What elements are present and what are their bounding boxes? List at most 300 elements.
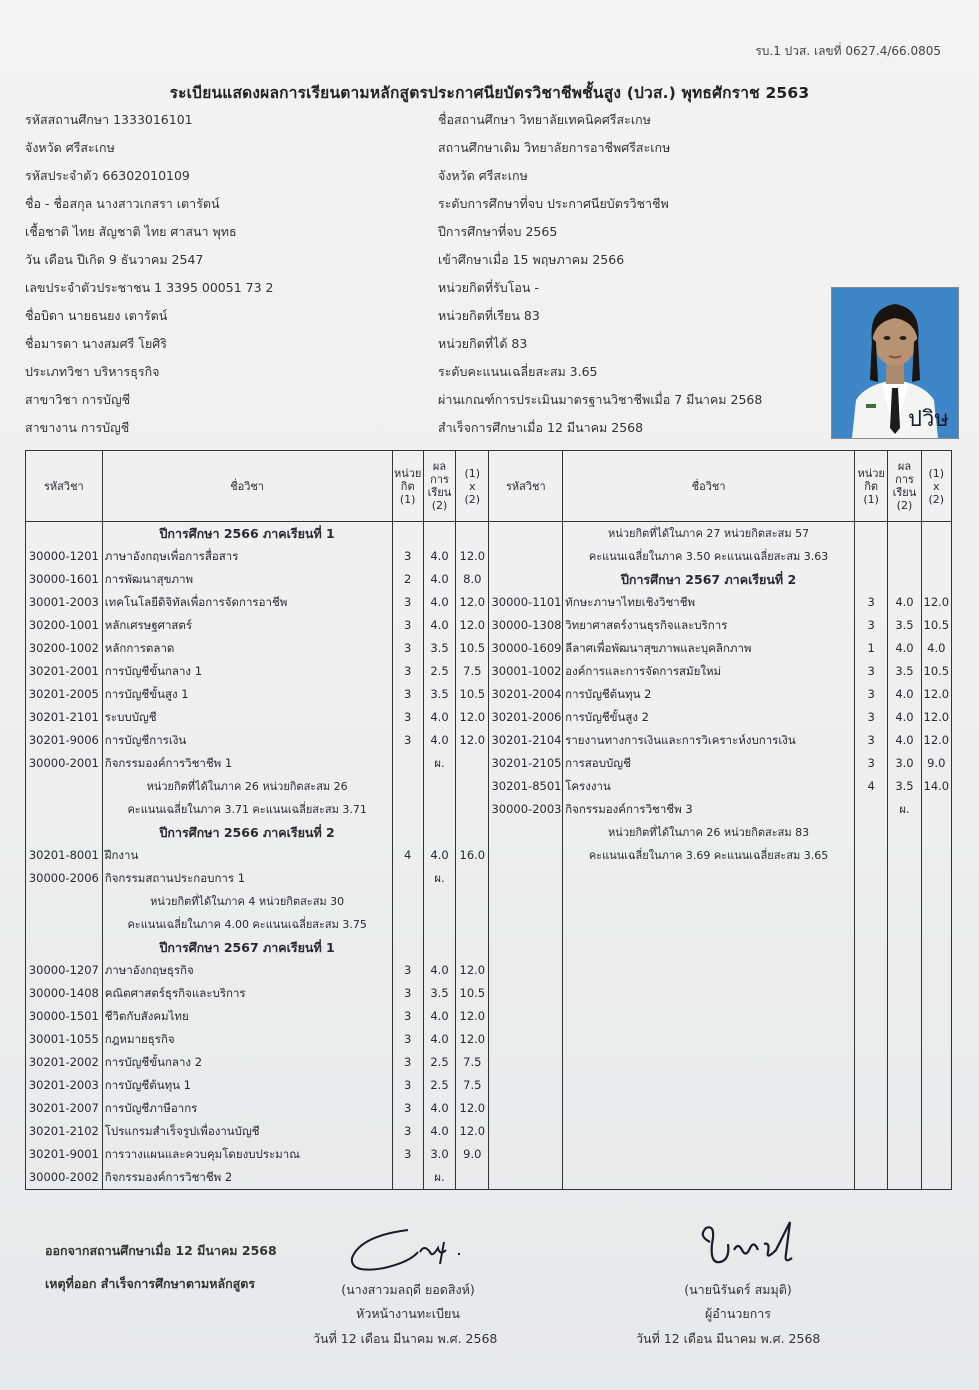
semester-summary: หน่วยกิตที่ได้ในภาค 26 หน่วยกิตสะสม 26: [102, 775, 392, 798]
empty-cell: [392, 890, 423, 913]
course-credit: [392, 752, 423, 775]
header-code-right: รหัสวิชา: [489, 451, 563, 522]
course-name: วิทยาศาสตร์งานธุรกิจและบริการ: [563, 614, 855, 637]
empty-cell: [456, 913, 489, 936]
student-portrait-image: [832, 288, 958, 438]
empty-cell: [888, 959, 921, 982]
empty-cell: [921, 890, 951, 913]
empty-cell: [489, 867, 563, 890]
empty-cell: [563, 959, 855, 982]
table-row: [26, 591, 952, 614]
empty-cell: [888, 982, 921, 1005]
course-name: การบัญชีขั้นสูง 2: [563, 706, 855, 729]
course-points: 7.5: [456, 1074, 489, 1097]
course-name: การบัญชีต้นทุน 2: [563, 683, 855, 706]
empty-cell: [423, 821, 455, 844]
course-points: 12.0: [456, 1120, 489, 1143]
course-code: 30200-1001: [26, 614, 103, 637]
course-points: 12.0: [921, 683, 951, 706]
course-points: 10.5: [456, 982, 489, 1005]
empty-cell: [563, 1051, 855, 1074]
empty-cell: [456, 936, 489, 959]
table-row: [26, 1051, 952, 1074]
empty-cell: [855, 821, 888, 844]
director-date: วันที่ 12 เดือน มีนาคม พ.ศ. 2568: [636, 1331, 821, 1346]
empty-cell: [489, 1120, 563, 1143]
course-points: 12.0: [456, 1005, 489, 1028]
course-name: การบัญชีขั้นกลาง 1: [102, 660, 392, 683]
empty-cell: [423, 798, 455, 821]
empty-cell: [855, 982, 888, 1005]
table-row: [26, 1166, 952, 1190]
registrar-title: หัวหน้างานทะเบียน: [356, 1306, 460, 1321]
course-credit: 3: [392, 591, 423, 614]
header-name-left: ชื่อวิชา: [102, 451, 392, 522]
course-grade: 3.5: [423, 683, 455, 706]
semester-heading: ปีการศึกษา 2566 ภาคเรียนที่ 2: [102, 821, 392, 844]
course-code: 30201-2007: [26, 1097, 103, 1120]
table-row: [26, 1097, 952, 1120]
empty-cell: [489, 821, 563, 844]
table-row: [26, 844, 952, 867]
info-line: ชื่อบิดา นายธนยง เตารัตน์: [25, 308, 168, 323]
empty-cell: [888, 568, 921, 591]
photo-signature: ปวิษ: [908, 407, 949, 432]
course-name: การบัญชีภาษีอากร: [102, 1097, 392, 1120]
course-code: 30000-1601: [26, 568, 103, 591]
semester-summary: คะแนนเฉลี่ยในภาค 4.00 คะแนนเฉลี่ยสะสม 3.75: [102, 913, 392, 936]
course-grade: 3.5: [423, 982, 455, 1005]
empty-cell: [855, 1051, 888, 1074]
empty-cell: [563, 1005, 855, 1028]
empty-cell: [888, 913, 921, 936]
director-title: ผู้อำนวยการ: [704, 1306, 772, 1321]
empty-cell: [489, 1166, 563, 1190]
course-grade: 3.0: [888, 752, 921, 775]
info-line: สาขางาน การบัญชี: [25, 420, 130, 435]
course-points: 16.0: [456, 844, 489, 867]
course-credit: [392, 867, 423, 890]
course-grade: 2.5: [423, 1051, 455, 1074]
empty-cell: [888, 1143, 921, 1166]
empty-cell: [855, 1005, 888, 1028]
info-line: วัน เดือน ปีเกิด 9 ธันวาคม 2547: [25, 252, 204, 267]
empty-cell: [489, 913, 563, 936]
empty-cell: [423, 913, 455, 936]
empty-cell: [888, 1166, 921, 1190]
course-name: การพัฒนาสุขภาพ: [102, 568, 392, 591]
course-name: รายงานทางการเงินและการวิเคราะห์งบการเงิน: [563, 729, 855, 752]
info-line: ชื่อมารดา นางสมศรี โยศิริ: [25, 336, 167, 351]
course-credit: 1: [855, 637, 888, 660]
empty-cell: [921, 568, 951, 591]
registrar-date: วันที่ 12 เดือน มีนาคม พ.ศ. 2568: [313, 1331, 498, 1346]
course-points: 10.5: [456, 637, 489, 660]
header-grade-right: ผล การ เรียน (2): [888, 451, 921, 522]
semester-summary: คะแนนเฉลี่ยในภาค 3.69 คะแนนเฉลี่ยสะสม 3.65: [563, 844, 855, 867]
course-name: หลักเศรษฐศาสตร์: [102, 614, 392, 637]
course-code: 30000-2003: [489, 798, 563, 821]
empty-cell: [888, 1097, 921, 1120]
course-points: 12.0: [456, 545, 489, 568]
table-row: [26, 614, 952, 637]
empty-cell: [921, 1166, 951, 1190]
empty-cell: [888, 821, 921, 844]
course-credit: 3: [392, 1120, 423, 1143]
course-code: 30201-8001: [26, 844, 103, 867]
course-name: เทคโนโลยีดิจิทัลเพื่อการจัดการอาชีพ: [102, 591, 392, 614]
table-row: [26, 1074, 952, 1097]
info-line: สาขาวิชา การบัญชี: [25, 392, 131, 407]
empty-cell: [26, 821, 103, 844]
empty-cell: [921, 545, 951, 568]
empty-cell: [563, 1143, 855, 1166]
empty-cell: [489, 568, 563, 591]
empty-cell: [26, 913, 103, 936]
course-credit: 3: [392, 729, 423, 752]
table-row: [26, 798, 952, 821]
empty-cell: [855, 1120, 888, 1143]
table-row: [26, 752, 952, 775]
course-grade: 4.0: [423, 545, 455, 568]
header-product-left: (1) x (2): [456, 451, 489, 522]
table-row: [26, 867, 952, 890]
empty-cell: [921, 821, 951, 844]
course-code: 30000-2001: [26, 752, 103, 775]
course-name: โปรแกรมสำเร็จรูปเพื่องานบัญชี: [102, 1120, 392, 1143]
empty-cell: [456, 798, 489, 821]
course-grade: 4.0: [423, 568, 455, 591]
empty-cell: [392, 798, 423, 821]
empty-cell: [456, 890, 489, 913]
info-line: ระดับการศึกษาที่จบ ประกาศนียบัตรวิชาชีพ: [438, 196, 669, 211]
course-grade: 4.0: [423, 614, 455, 637]
info-line: จังหวัด ศรีสะเกษ: [25, 140, 115, 155]
course-grade: 4.0: [888, 729, 921, 752]
empty-cell: [855, 522, 888, 546]
semester-summary: คะแนนเฉลี่ยในภาค 3.50 คะแนนเฉลี่ยสะสม 3.63: [563, 545, 855, 568]
empty-cell: [489, 1143, 563, 1166]
empty-cell: [921, 913, 951, 936]
empty-cell: [855, 913, 888, 936]
empty-cell: [855, 1074, 888, 1097]
empty-cell: [855, 1097, 888, 1120]
course-credit: [392, 1166, 423, 1190]
empty-cell: [888, 522, 921, 546]
info-line: รหัสประจำตัว 66302010109: [25, 168, 190, 183]
empty-cell: [855, 959, 888, 982]
info-line: รหัสสถานศึกษา 1333016101: [25, 112, 193, 127]
course-credit: 3: [392, 660, 423, 683]
info-line: เชื้อชาติ ไทย สัญชาติ ไทย ศาสนา พุทธ: [25, 224, 237, 239]
empty-cell: [423, 890, 455, 913]
header-code-left: รหัสวิชา: [26, 451, 103, 522]
course-grade: 3.5: [888, 660, 921, 683]
empty-cell: [489, 959, 563, 982]
course-points: 10.5: [921, 660, 951, 683]
course-name: กิจกรรมองค์การวิชาชีพ 1: [102, 752, 392, 775]
header-name-right: ชื่อวิชา: [563, 451, 855, 522]
table-row: [26, 568, 952, 591]
course-points: 7.5: [456, 1051, 489, 1074]
empty-cell: [888, 545, 921, 568]
course-code: 30000-1501: [26, 1005, 103, 1028]
info-line: หน่วยกิตที่รับโอน -: [438, 280, 539, 295]
semester-heading: ปีการศึกษา 2567 ภาคเรียนที่ 1: [102, 936, 392, 959]
grades-table: [25, 450, 952, 1190]
course-credit: [855, 798, 888, 821]
leave-date: ออกจากสถานศึกษาเมื่อ 12 มีนาคม 2568: [45, 1243, 277, 1258]
table-row: [26, 1120, 952, 1143]
empty-cell: [888, 1005, 921, 1028]
empty-cell: [888, 844, 921, 867]
course-grade: ผ.: [423, 1166, 455, 1190]
empty-cell: [855, 867, 888, 890]
empty-cell: [489, 936, 563, 959]
table-row: [26, 1143, 952, 1166]
course-points: 12.0: [456, 1097, 489, 1120]
empty-cell: [921, 522, 951, 546]
empty-cell: [489, 1005, 563, 1028]
course-credit: 3: [392, 1005, 423, 1028]
student-photo: [831, 287, 959, 439]
course-code: 30000-1408: [26, 982, 103, 1005]
empty-cell: [921, 1028, 951, 1051]
empty-cell: [392, 522, 423, 546]
semester-summary: หน่วยกิตที่ได้ในภาค 26 หน่วยกิตสะสม 83: [563, 821, 855, 844]
course-code: 30000-1609: [489, 637, 563, 660]
course-credit: 3: [392, 1074, 423, 1097]
table-row: [26, 821, 952, 844]
empty-cell: [888, 867, 921, 890]
table-row: [26, 1005, 952, 1028]
grades-table-body: [26, 522, 952, 1190]
course-grade: 3.5: [888, 775, 921, 798]
empty-cell: [921, 1074, 951, 1097]
course-credit: 3: [855, 729, 888, 752]
course-code: 30201-2102: [26, 1120, 103, 1143]
empty-cell: [563, 890, 855, 913]
info-line: เข้าศึกษาเมื่อ 15 พฤษภาคม 2566: [438, 252, 625, 267]
empty-cell: [489, 982, 563, 1005]
info-line: ระดับคะแนนเฉลี่ยสะสม 3.65: [438, 364, 598, 379]
empty-cell: [855, 1166, 888, 1190]
empty-cell: [423, 936, 455, 959]
course-points: 7.5: [456, 660, 489, 683]
course-points: 12.0: [456, 959, 489, 982]
table-row: [26, 545, 952, 568]
course-code: 30000-1207: [26, 959, 103, 982]
info-line: หน่วยกิตที่ได้ 83: [438, 336, 528, 351]
course-name: กิจกรรมสถานประกอบการ 1: [102, 867, 392, 890]
course-credit: 3: [855, 614, 888, 637]
course-credit: 3: [392, 706, 423, 729]
empty-cell: [921, 867, 951, 890]
course-points: [921, 798, 951, 821]
empty-cell: [392, 821, 423, 844]
course-code: 30201-2002: [26, 1051, 103, 1074]
empty-cell: [26, 522, 103, 546]
empty-cell: [563, 913, 855, 936]
course-credit: 4: [855, 775, 888, 798]
empty-cell: [489, 1097, 563, 1120]
course-name: องค์การและการจัดการสมัยใหม่: [563, 660, 855, 683]
semester-summary: หน่วยกิตที่ได้ในภาค 4 หน่วยกิตสะสม 30: [102, 890, 392, 913]
document-number: รบ.1 ปวส. เลขที่ 0627.4/66.0805: [755, 44, 941, 58]
course-code: 30201-2101: [26, 706, 103, 729]
course-name: ฝึกงาน: [102, 844, 392, 867]
empty-cell: [563, 936, 855, 959]
info-line: ผ่านเกณฑ์การประเมินมาตรฐานวิชาชีพเมื่อ 7 มีนาคม 2568: [438, 392, 763, 407]
course-points: 14.0: [921, 775, 951, 798]
table-row: [26, 522, 952, 546]
empty-cell: [888, 1028, 921, 1051]
course-name: ลีลาศเพื่อพัฒนาสุขภาพและบุคลิกภาพ: [563, 637, 855, 660]
course-points: 12.0: [456, 1028, 489, 1051]
course-grade: 3.5: [888, 614, 921, 637]
table-row: [26, 637, 952, 660]
info-line: สำเร็จการศึกษาเมื่อ 12 มีนาคม 2568: [438, 420, 644, 435]
course-name: การบัญชีต้นทุน 1: [102, 1074, 392, 1097]
info-line: หน่วยกิตที่เรียน 83: [438, 308, 540, 323]
course-grade: 4.0: [423, 591, 455, 614]
course-code: 30201-2005: [26, 683, 103, 706]
table-row: [26, 660, 952, 683]
table-row: [26, 936, 952, 959]
course-grade: ผ.: [888, 798, 921, 821]
header-product-right: (1) x (2): [921, 451, 951, 522]
course-credit: 3: [855, 660, 888, 683]
empty-cell: [489, 545, 563, 568]
empty-cell: [489, 1028, 563, 1051]
course-credit: 4: [392, 844, 423, 867]
empty-cell: [921, 1051, 951, 1074]
empty-cell: [392, 936, 423, 959]
empty-cell: [888, 1051, 921, 1074]
empty-cell: [489, 844, 563, 867]
course-code: 30201-2003: [26, 1074, 103, 1097]
course-points: [456, 1166, 489, 1190]
empty-cell: [921, 1120, 951, 1143]
course-credit: 3: [392, 959, 423, 982]
course-points: 12.0: [456, 614, 489, 637]
course-code: 30201-2104: [489, 729, 563, 752]
empty-cell: [921, 1143, 951, 1166]
empty-cell: [26, 775, 103, 798]
info-line: จังหวัด ศรีสะเกษ: [438, 168, 528, 183]
empty-cell: [489, 1074, 563, 1097]
course-name: กิจกรรมองค์การวิชาชีพ 2: [102, 1166, 392, 1190]
registrar-signature-image: [340, 1222, 480, 1278]
course-points: 8.0: [456, 568, 489, 591]
info-line: สถานศึกษาเดิม วิทยาลัยการอาชีพศรีสะเกษ: [438, 140, 671, 155]
course-code: 30201-2105: [489, 752, 563, 775]
empty-cell: [423, 775, 455, 798]
course-credit: 3: [392, 1097, 423, 1120]
semester-heading: ปีการศึกษา 2567 ภาคเรียนที่ 2: [563, 568, 855, 591]
course-grade: 4.0: [423, 1005, 455, 1028]
empty-cell: [921, 982, 951, 1005]
course-name: ระบบบัญชี: [102, 706, 392, 729]
empty-cell: [888, 890, 921, 913]
semester-summary: หน่วยกิตที่ได้ในภาค 27 หน่วยกิตสะสม 57: [563, 522, 855, 546]
empty-cell: [563, 1028, 855, 1051]
course-credit: 3: [392, 1143, 423, 1166]
course-name: โครงงาน: [563, 775, 855, 798]
course-name: หลักการตลาด: [102, 637, 392, 660]
empty-cell: [855, 568, 888, 591]
empty-cell: [921, 936, 951, 959]
course-code: 30201-9001: [26, 1143, 103, 1166]
course-credit: 3: [392, 614, 423, 637]
empty-cell: [855, 545, 888, 568]
course-points: [456, 867, 489, 890]
empty-cell: [855, 890, 888, 913]
course-name: การสอบบัญชี: [563, 752, 855, 775]
semester-summary: คะแนนเฉลี่ยในภาค 3.71 คะแนนเฉลี่ยสะสม 3.71: [102, 798, 392, 821]
empty-cell: [563, 867, 855, 890]
course-grade: 4.0: [423, 959, 455, 982]
table-row: [26, 1028, 952, 1051]
document-title: ระเบียนแสดงผลการเรียนตามหลักสูตรประกาศนียบัตรวิชาชีพชั้นสูง (ปวส.) พุทธศักราช 2563: [169, 84, 810, 102]
empty-cell: [888, 1074, 921, 1097]
empty-cell: [921, 844, 951, 867]
course-grade: 2.5: [423, 660, 455, 683]
course-grade: 3.5: [423, 637, 455, 660]
empty-cell: [921, 1097, 951, 1120]
course-grade: 4.0: [423, 1028, 455, 1051]
course-points: 12.0: [456, 706, 489, 729]
empty-cell: [563, 1166, 855, 1190]
course-code: 30001-2003: [26, 591, 103, 614]
course-credit: 3: [392, 637, 423, 660]
empty-cell: [456, 522, 489, 546]
course-grade: 4.0: [423, 706, 455, 729]
empty-cell: [563, 1074, 855, 1097]
course-grade: 4.0: [888, 706, 921, 729]
course-name: ชีวิตกับสังคมไทย: [102, 1005, 392, 1028]
empty-cell: [563, 1120, 855, 1143]
course-name: การบัญชีขั้นสูง 1: [102, 683, 392, 706]
table-row: [26, 890, 952, 913]
course-points: [456, 752, 489, 775]
info-line: ประเภทวิชา บริหารธุรกิจ: [25, 364, 160, 379]
empty-cell: [921, 1005, 951, 1028]
course-grade: ผ.: [423, 867, 455, 890]
empty-cell: [563, 1097, 855, 1120]
course-name: คณิตศาสตร์ธุรกิจและบริการ: [102, 982, 392, 1005]
course-code: 30201-2004: [489, 683, 563, 706]
empty-cell: [392, 775, 423, 798]
course-code: 30201-9006: [26, 729, 103, 752]
course-points: 12.0: [921, 591, 951, 614]
course-points: 12.0: [456, 729, 489, 752]
course-credit: 3: [392, 1028, 423, 1051]
course-credit: 3: [855, 683, 888, 706]
course-grade: 4.0: [423, 844, 455, 867]
empty-cell: [489, 890, 563, 913]
table-row: [26, 706, 952, 729]
course-credit: 3: [855, 591, 888, 614]
empty-cell: [855, 936, 888, 959]
info-line: ชื่อสถานศึกษา วิทยาลัยเทคนิคศรีสะเกษ: [438, 112, 651, 127]
course-grade: 4.0: [888, 591, 921, 614]
course-grade: 4.0: [423, 729, 455, 752]
course-name: กฎหมายธุรกิจ: [102, 1028, 392, 1051]
course-code: 30201-2006: [489, 706, 563, 729]
course-points: 10.5: [456, 683, 489, 706]
course-credit: 3: [855, 752, 888, 775]
